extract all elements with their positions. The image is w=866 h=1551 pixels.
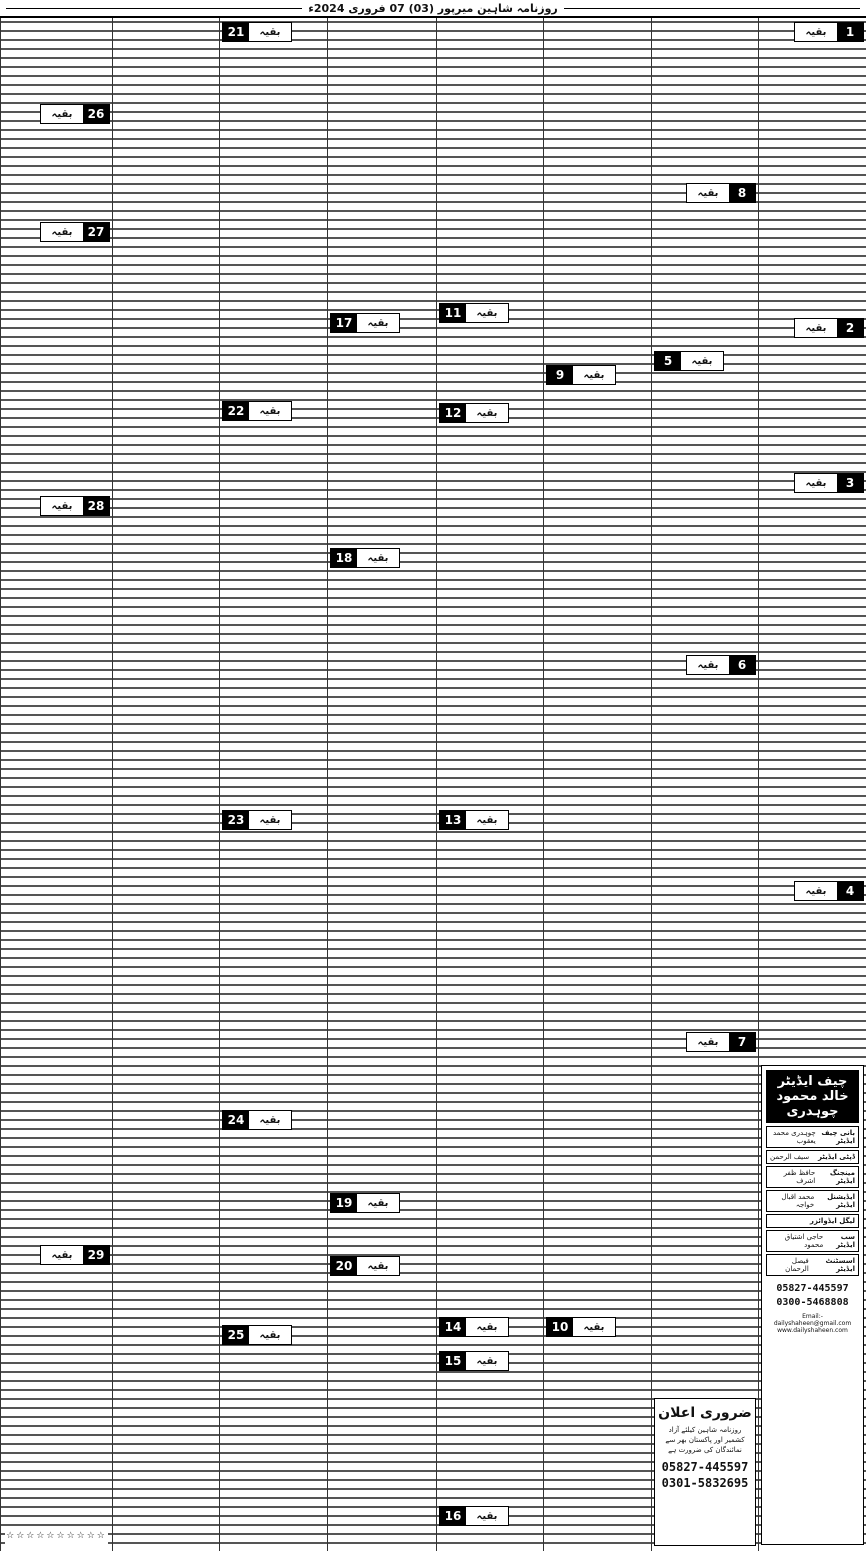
continuation-tag: بقیہ 11: [439, 303, 509, 323]
continuation-tag: بقیہ 7: [686, 1032, 756, 1052]
continuation-tag: بقیہ 4: [794, 881, 864, 901]
staff-row: ایڈیشنل ایڈیٹر محمد اقبال خواجہ: [766, 1190, 859, 1212]
continuation-tag: بقیہ 25: [222, 1325, 292, 1345]
continuation-tag: بقیہ 9: [546, 365, 616, 385]
column-2: [651, 18, 758, 1551]
staff-row: ڈپٹی ایڈیٹر سیف الرحمن: [766, 1150, 859, 1164]
footer-stars: ☆☆☆☆☆☆☆☆☆☆: [5, 1531, 108, 1545]
staff-row: اسسٹنٹ ایڈیٹر فیصل الرحمان: [766, 1254, 859, 1276]
email-line: Email:-dailyshaheen@gmail.com www.dailyshaheen.com: [773, 1313, 852, 1334]
staff-row: مینجنگ ایڈیٹر حافظ ظفر اشرف: [766, 1166, 859, 1188]
continuation-tag: بقیہ 18: [330, 548, 400, 568]
continuation-tag: بقیہ 21: [222, 22, 292, 42]
notice-title: ضروری اعلان: [658, 1405, 752, 1421]
page-header: [0, 0, 866, 18]
continuation-tag: بقیہ 23: [222, 810, 292, 830]
continuation-tag: بقیہ 13: [439, 810, 509, 830]
notice-body: روزنامہ شاہین کیلئے آزاد کشمیر اور پاکستان بھر سے نمائندگان کی ضرورت ہے: [665, 1426, 745, 1454]
continuation-tag: بقیہ 8: [686, 183, 756, 203]
masthead-box: [761, 1065, 864, 1545]
header-title: روزنامہ شاہین میرپور (03) 07 فروری 2024ء: [308, 1, 558, 15]
continuation-tag: بقیہ 1: [794, 22, 864, 42]
column-7: [112, 18, 219, 1551]
column-4: [436, 18, 543, 1551]
continuation-tag: بقیہ 29: [40, 1245, 110, 1265]
continuation-tag: بقیہ 10: [546, 1317, 616, 1337]
chief-editor: چیف ایڈیٹر خالد محمود چوہدری: [766, 1070, 859, 1123]
column-5: [327, 18, 436, 1551]
important-notice: [654, 1398, 756, 1546]
staff-row: بانی چیف ایڈیٹر چوہدری محمد یعقوب: [766, 1126, 859, 1148]
continuation-tag: بقیہ 28: [40, 496, 110, 516]
notice-phone: 05827-445597: [661, 1460, 749, 1474]
staff-row: لیگل ایڈوائزر: [766, 1214, 859, 1228]
column-1: [758, 18, 866, 1551]
column-8: [0, 18, 112, 1551]
continuation-tag: بقیہ 14: [439, 1317, 509, 1337]
header-rule: [6, 8, 302, 9]
continuation-tag: بقیہ 2: [794, 318, 864, 338]
continuation-tag: بقیہ 12: [439, 403, 509, 423]
continuation-tag: بقیہ 16: [439, 1506, 509, 1526]
continuation-tag: بقیہ 22: [222, 401, 292, 421]
column-3: [543, 18, 651, 1551]
continuation-tag: بقیہ 26: [40, 104, 110, 124]
phone-numbers: 05827-445597 0300-5468808: [776, 1283, 849, 1308]
newspaper-page: [0, 18, 866, 1551]
continuation-tag: بقیہ 3: [794, 473, 864, 493]
continuation-tag: بقیہ 5: [654, 351, 724, 371]
continuation-tag: بقیہ 19: [330, 1193, 400, 1213]
continuation-tag: بقیہ 20: [330, 1256, 400, 1276]
continuation-tag: بقیہ 17: [330, 313, 400, 333]
notice-phone: 0301-5832695: [661, 1476, 749, 1490]
continuation-tag: بقیہ 27: [40, 222, 110, 242]
continuation-tag: بقیہ 6: [686, 655, 756, 675]
continuation-tag: بقیہ 15: [439, 1351, 509, 1371]
staff-row: سب ایڈیٹر حاجی اشتیاق محمود: [766, 1230, 859, 1252]
continuation-tag: بقیہ 24: [222, 1110, 292, 1130]
column-6: [219, 18, 327, 1551]
header-rule: [564, 8, 860, 9]
